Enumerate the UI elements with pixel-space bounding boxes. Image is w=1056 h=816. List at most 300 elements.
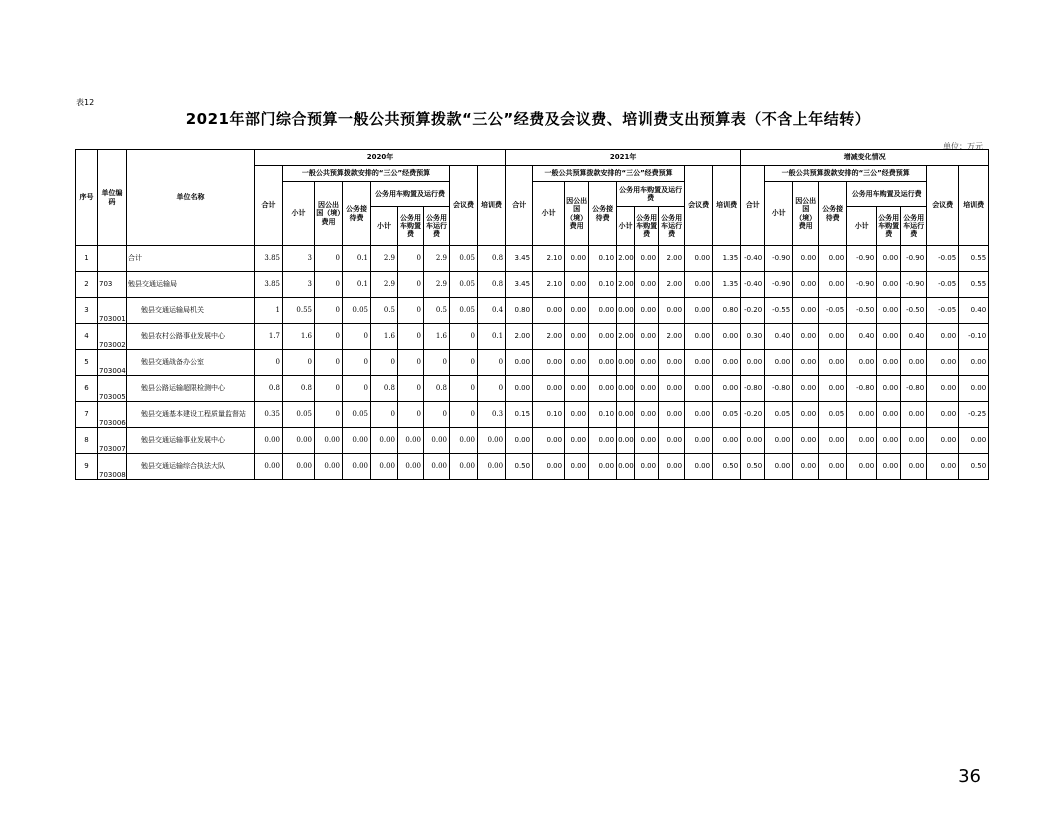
cell-2020-vehicle-purchase: 0 [398,324,424,350]
cell-2021-reception: 0.00 [589,324,617,350]
cell-change-total: 0.00 [741,428,765,454]
cell-change-reception: 0.00 [819,454,847,480]
cell-2020-overseas: 0.00 [315,454,343,480]
cell-2020-meeting: 0 [450,350,478,376]
table-row [76,324,989,350]
cell-2020-meeting: 0.00 [450,454,478,480]
cell-2021-reception: 0.10 [589,246,617,272]
row-code: 703008 [98,454,127,480]
cell-change-vehicle-purchase: 0.00 [877,454,901,480]
row-name: 合计 [127,246,255,272]
cell-change-overseas: 0.00 [793,246,819,272]
header-2021-vehicle-operation: 公务用车运行费 [659,207,685,246]
row-code: 703005 [98,376,127,402]
cell-2021-meeting: 0.00 [685,454,713,480]
cell-2020-vehicle-subtotal: 0 [371,350,398,376]
row-seq: 3 [76,298,98,324]
row-name: 勉县交通运输局机关 [127,298,255,324]
row-seq: 2 [76,272,98,298]
table-row [76,298,989,324]
cell-2021-vehicle-operation: 2.00 [659,324,685,350]
cell-change-vehicle-subtotal: -0.50 [847,298,877,324]
row-code: 703004 [98,350,127,376]
header-2020-reception: 公务接待费 [343,182,371,246]
cell-change-total: -0.40 [741,246,765,272]
header-2021-sangong: 一般公共预算拨款安排的“三公”经费预算 [533,166,685,182]
cell-2020-reception: 0.1 [343,272,371,298]
cell-2021-vehicle-operation: 0.00 [659,428,685,454]
cell-2020-vehicle-subtotal: 2.9 [371,272,398,298]
cell-change-vehicle-operation: 0.00 [901,402,927,428]
cell-change-subtotal: 0.05 [765,402,793,428]
cell-2020-vehicle-subtotal: 0.00 [371,428,398,454]
header-change-reception: 公务接待费 [819,182,847,246]
row-code [98,246,127,272]
header-2021-overseas: 因公出国（境）费用 [565,182,589,246]
header-change-meeting: 会议费 [927,166,959,246]
cell-2020-subtotal: 3 [283,246,315,272]
cell-change-vehicle-purchase: 0.00 [877,298,901,324]
cell-2021-training: 0.50 [713,454,741,480]
table-body [76,246,989,480]
cell-2020-vehicle-operation: 0.00 [424,428,450,454]
cell-2021-vehicle-subtotal: 0.00 [617,402,635,428]
header-2021-total: 合计 [506,166,533,246]
cell-change-reception: 0.05 [819,402,847,428]
cell-change-meeting: -0.05 [927,272,959,298]
cell-2020-reception: 0.00 [343,428,371,454]
cell-2021-subtotal: 2.10 [533,246,565,272]
cell-2020-overseas: 0 [315,350,343,376]
cell-2021-training: 0.00 [713,428,741,454]
cell-2021-vehicle-subtotal: 0.00 [617,428,635,454]
cell-change-overseas: 0.00 [793,454,819,480]
cell-2021-training: 1.35 [713,246,741,272]
cell-change-training: -0.10 [959,324,989,350]
row-name: 勉县公路运输超限检测中心 [127,376,255,402]
row-name: 勉县交通运输事业发展中心 [127,428,255,454]
cell-change-overseas: 0.00 [793,376,819,402]
cell-change-vehicle-purchase: 0.00 [877,402,901,428]
row-code: 703001 [98,298,127,324]
cell-change-meeting: 0.00 [927,324,959,350]
cell-2021-overseas: 0.00 [565,350,589,376]
cell-change-training: 0.40 [959,298,989,324]
header-2020-meeting: 会议费 [450,166,478,246]
header-2021-vehicle-subtotal: 小计 [617,207,635,246]
header-2021: 2021年 [506,150,741,166]
cell-2021-subtotal: 0.00 [533,454,565,480]
header-change-overseas: 因公出国（境）费用 [793,182,819,246]
cell-2020-vehicle-operation: 2.9 [424,246,450,272]
header-name: 单位名称 [127,150,255,246]
cell-2020-vehicle-operation: 0.00 [424,454,450,480]
cell-2020-training: 0.4 [478,298,506,324]
cell-2021-meeting: 0.00 [685,324,713,350]
cell-2020-subtotal: 0.55 [283,298,315,324]
cell-change-vehicle-purchase: 0.00 [877,350,901,376]
cell-2020-vehicle-subtotal: 0.00 [371,454,398,480]
cell-2020-vehicle-operation: 0.5 [424,298,450,324]
cell-change-vehicle-purchase: 0.00 [877,376,901,402]
cell-2020-vehicle-subtotal: 0.8 [371,376,398,402]
cell-change-training: 0.00 [959,428,989,454]
cell-2021-vehicle-purchase: 0.00 [635,350,659,376]
cell-change-reception: -0.05 [819,298,847,324]
cell-2021-reception: 0.00 [589,428,617,454]
header-2020-sangong: 一般公共预算拨款安排的“三公”经费预算 [283,166,450,182]
table-number: 表12 [76,98,95,107]
cell-change-overseas: 0.00 [793,324,819,350]
cell-change-vehicle-operation: -0.80 [901,376,927,402]
cell-2020-vehicle-purchase: 0.00 [398,428,424,454]
cell-2021-total: 2.00 [506,324,533,350]
cell-2020-reception: 0 [343,376,371,402]
header-2020-vehicle-purchase: 公务用车购置费 [398,207,424,246]
cell-change-vehicle-purchase: 0.00 [877,428,901,454]
cell-change-vehicle-operation: 0.00 [901,454,927,480]
cell-2020-meeting: 0.05 [450,272,478,298]
cell-2020-meeting: 0.05 [450,298,478,324]
table-row [76,246,989,272]
cell-change-overseas: 0.00 [793,350,819,376]
cell-2021-subtotal: 0.00 [533,376,565,402]
cell-2020-vehicle-purchase: 0 [398,376,424,402]
cell-2020-total: 0.00 [255,454,283,480]
cell-2020-meeting: 0 [450,402,478,428]
cell-change-meeting: 0.00 [927,428,959,454]
cell-2021-total: 3.45 [506,272,533,298]
cell-2021-total: 0.00 [506,376,533,402]
cell-2020-subtotal: 0 [283,350,315,376]
cell-change-total: 0.50 [741,454,765,480]
header-2021-vehicle: 公务用车购置及运行费 [617,182,685,207]
cell-change-subtotal: -0.55 [765,298,793,324]
cell-change-subtotal: 0.00 [765,428,793,454]
cell-change-vehicle-subtotal: 0.00 [847,428,877,454]
cell-2021-overseas: 0.00 [565,246,589,272]
cell-2020-total: 3.85 [255,246,283,272]
header-2020-vehicle-subtotal: 小计 [371,207,398,246]
cell-2021-subtotal: 2.10 [533,272,565,298]
cell-2020-subtotal: 0.05 [283,402,315,428]
cell-2020-vehicle-operation: 1.6 [424,324,450,350]
cell-2021-overseas: 0.00 [565,298,589,324]
table-row [76,272,989,298]
header-2020-vehicle-operation: 公务用车运行费 [424,207,450,246]
cell-change-subtotal: -0.90 [765,246,793,272]
cell-2021-vehicle-operation: 0.00 [659,376,685,402]
page-number: 36 [958,766,981,787]
row-name: 勉县农村公路事业发展中心 [127,324,255,350]
cell-2021-vehicle-operation: 0.00 [659,402,685,428]
cell-2021-vehicle-purchase: 0.00 [635,402,659,428]
row-code: 703002 [98,324,127,350]
cell-2021-reception: 0.10 [589,272,617,298]
cell-2021-vehicle-purchase: 0.00 [635,454,659,480]
row-seq: 7 [76,402,98,428]
table-row [76,376,989,402]
cell-2021-training: 0.00 [713,324,741,350]
row-seq: 5 [76,350,98,376]
cell-2020-vehicle-purchase: 0.00 [398,454,424,480]
header-change: 增减变化情况 [741,150,989,166]
cell-2021-reception: 0.00 [589,376,617,402]
row-seq: 1 [76,246,98,272]
cell-change-overseas: 0.00 [793,272,819,298]
row-seq: 6 [76,376,98,402]
cell-2020-reception: 0.00 [343,454,371,480]
cell-2021-meeting: 0.00 [685,246,713,272]
cell-2020-training: 0.8 [478,246,506,272]
cell-change-meeting: 0.00 [927,402,959,428]
cell-2020-vehicle-subtotal: 0 [371,402,398,428]
header-row-years [76,150,989,166]
cell-change-subtotal: -0.90 [765,272,793,298]
cell-2021-vehicle-subtotal: 2.00 [617,324,635,350]
cell-2020-vehicle-purchase: 0 [398,298,424,324]
cell-2021-overseas: 0.00 [565,402,589,428]
cell-change-meeting: -0.05 [927,298,959,324]
header-2020-overseas: 因公出国（境）费用 [315,182,343,246]
row-name: 勉县交通战备办公室 [127,350,255,376]
cell-change-total: -0.80 [741,376,765,402]
cell-2020-vehicle-operation: 2.9 [424,272,450,298]
cell-2021-meeting: 0.00 [685,376,713,402]
cell-change-training: 0.00 [959,350,989,376]
header-change-vehicle-subtotal: 小计 [847,207,877,246]
row-name: 勉县交通运输局 [127,272,255,298]
cell-2021-reception: 0.00 [589,298,617,324]
row-name: 勉县交通基本建设工程质量监督站 [127,402,255,428]
cell-change-reception: 0.00 [819,376,847,402]
cell-2021-meeting: 0.00 [685,350,713,376]
header-code: 单位编码 [98,150,127,246]
cell-2021-overseas: 0.00 [565,454,589,480]
cell-2020-overseas: 0.00 [315,428,343,454]
cell-2020-training: 0.1 [478,324,506,350]
cell-change-training: -0.25 [959,402,989,428]
cell-change-vehicle-subtotal: 0.40 [847,324,877,350]
table-row [76,428,989,454]
cell-2021-vehicle-purchase: 0.00 [635,428,659,454]
cell-change-total: -0.20 [741,402,765,428]
cell-2020-training: 0.00 [478,428,506,454]
cell-2021-vehicle-operation: 0.00 [659,298,685,324]
cell-change-vehicle-subtotal: -0.80 [847,376,877,402]
table-row [76,350,989,376]
cell-2020-training: 0.3 [478,402,506,428]
cell-change-overseas: 0.00 [793,298,819,324]
cell-change-total: -0.20 [741,298,765,324]
cell-2021-vehicle-operation: 2.00 [659,246,685,272]
cell-change-meeting: 0.00 [927,376,959,402]
cell-change-meeting: 0.00 [927,454,959,480]
cell-2021-total: 0.00 [506,350,533,376]
cell-2021-vehicle-subtotal: 0.00 [617,454,635,480]
header-change-vehicle-purchase: 公务用车购置费 [877,207,901,246]
cell-change-reception: 0.00 [819,272,847,298]
header-change-vehicle-operation: 公务用车运行费 [901,207,927,246]
cell-2021-subtotal: 0.00 [533,428,565,454]
cell-change-overseas: 0.00 [793,428,819,454]
header-change-training: 培训费 [959,166,989,246]
header-2021-training: 培训费 [713,166,741,246]
cell-2020-meeting: 0.05 [450,246,478,272]
cell-2020-reception: 0.1 [343,246,371,272]
row-seq: 4 [76,324,98,350]
header-2021-subtotal: 小计 [533,182,565,246]
cell-2021-total: 0.15 [506,402,533,428]
cell-change-vehicle-operation: 0.00 [901,428,927,454]
cell-2020-overseas: 0 [315,272,343,298]
page-title: 2021年部门综合预算一般公共预算拨款“三公”经费及会议费、培训费支出预算表（不含上年结转） [185,110,871,128]
header-seq: 序号 [76,150,98,246]
cell-2021-overseas: 0.00 [565,428,589,454]
header-2021-vehicle-purchase: 公务用车购置费 [635,207,659,246]
cell-change-vehicle-purchase: 0.00 [877,324,901,350]
row-code: 703007 [98,428,127,454]
cell-2020-meeting: 0 [450,324,478,350]
cell-2020-training: 0 [478,350,506,376]
cell-2021-training: 0.80 [713,298,741,324]
cell-change-vehicle-operation: -0.90 [901,272,927,298]
header-change-subtotal: 小计 [765,182,793,246]
cell-2021-vehicle-purchase: 0.00 [635,272,659,298]
cell-change-vehicle-subtotal: -0.90 [847,272,877,298]
cell-change-reception: 0.00 [819,428,847,454]
cell-change-overseas: 0.00 [793,402,819,428]
cell-2020-reception: 0.05 [343,298,371,324]
cell-change-reception: 0.00 [819,246,847,272]
cell-2020-vehicle-operation: 0.8 [424,376,450,402]
cell-change-total: 0.30 [741,324,765,350]
cell-2020-meeting: 0 [450,376,478,402]
cell-change-total: -0.40 [741,272,765,298]
cell-2021-vehicle-purchase: 0.00 [635,298,659,324]
table-row [76,402,989,428]
cell-2020-vehicle-purchase: 0 [398,272,424,298]
cell-2021-vehicle-subtotal: 0.00 [617,298,635,324]
cell-2020-reception: 0 [343,324,371,350]
cell-change-vehicle-operation: 0.00 [901,350,927,376]
cell-2021-reception: 0.00 [589,454,617,480]
cell-2020-vehicle-purchase: 0 [398,402,424,428]
budget-table [75,149,989,480]
cell-2020-vehicle-purchase: 0 [398,350,424,376]
cell-2021-training: 0.00 [713,350,741,376]
cell-2021-vehicle-subtotal: 0.00 [617,350,635,376]
cell-2020-vehicle-operation: 0 [424,350,450,376]
cell-2020-total: 1 [255,298,283,324]
cell-2020-subtotal: 0.8 [283,376,315,402]
cell-2020-vehicle-purchase: 0 [398,246,424,272]
cell-2021-training: 1.35 [713,272,741,298]
cell-change-vehicle-subtotal: 0.00 [847,454,877,480]
cell-2021-training: 0.05 [713,402,741,428]
cell-2021-subtotal: 0.10 [533,402,565,428]
cell-2020-overseas: 0 [315,402,343,428]
cell-2020-total: 0.35 [255,402,283,428]
cell-2020-overseas: 0 [315,298,343,324]
cell-change-vehicle-purchase: 0.00 [877,272,901,298]
header-2021-reception: 公务接待费 [589,182,617,246]
cell-2021-overseas: 0.00 [565,272,589,298]
cell-2021-meeting: 0.00 [685,298,713,324]
cell-2020-overseas: 0 [315,376,343,402]
header-change-sangong: 一般公共预算拨款安排的“三公”经费预算 [765,166,927,182]
cell-change-reception: 0.00 [819,350,847,376]
row-name: 勉县交通运输综合执法大队 [127,454,255,480]
cell-2021-vehicle-subtotal: 0.00 [617,376,635,402]
cell-2021-meeting: 0.00 [685,272,713,298]
cell-change-subtotal: -0.80 [765,376,793,402]
cell-2021-vehicle-purchase: 0.00 [635,324,659,350]
cell-2021-subtotal: 0.00 [533,350,565,376]
cell-change-meeting: 0.00 [927,350,959,376]
cell-2021-reception: 0.00 [589,350,617,376]
cell-change-training: 0.00 [959,376,989,402]
header-2020-subtotal: 小计 [283,182,315,246]
cell-2020-reception: 0 [343,350,371,376]
cell-2020-vehicle-subtotal: 1.6 [371,324,398,350]
cell-2021-total: 3.45 [506,246,533,272]
cell-change-vehicle-subtotal: -0.90 [847,246,877,272]
cell-2020-meeting: 0.00 [450,428,478,454]
cell-2021-vehicle-subtotal: 2.00 [617,272,635,298]
cell-2021-subtotal: 0.00 [533,298,565,324]
row-code: 703006 [98,402,127,428]
cell-2020-vehicle-operation: 0 [424,402,450,428]
cell-2021-total: 0.50 [506,454,533,480]
header-2020-vehicle: 公务用车购置及运行费 [371,182,450,207]
cell-2021-vehicle-operation: 0.00 [659,454,685,480]
cell-2020-subtotal: 3 [283,272,315,298]
cell-2020-subtotal: 0.00 [283,454,315,480]
cell-2021-vehicle-purchase: 0.00 [635,376,659,402]
cell-2021-vehicle-subtotal: 2.00 [617,246,635,272]
cell-change-vehicle-subtotal: 0.00 [847,402,877,428]
cell-2021-vehicle-operation: 0.00 [659,350,685,376]
cell-2020-subtotal: 1.6 [283,324,315,350]
table-row [76,454,989,480]
cell-2020-vehicle-subtotal: 2.9 [371,246,398,272]
cell-2020-total: 1.7 [255,324,283,350]
cell-change-vehicle-operation: 0.40 [901,324,927,350]
row-seq: 9 [76,454,98,480]
cell-2020-total: 0.8 [255,376,283,402]
cell-2021-total: 0.00 [506,428,533,454]
cell-2021-overseas: 0.00 [565,324,589,350]
row-code: 703 [98,272,127,298]
header-2020-training: 培训费 [478,166,506,246]
cell-change-training: 0.50 [959,454,989,480]
header-change-total: 合计 [741,166,765,246]
cell-2020-reception: 0.05 [343,402,371,428]
cell-2021-total: 0.80 [506,298,533,324]
cell-2020-training: 0.00 [478,454,506,480]
cell-change-vehicle-purchase: 0.00 [877,246,901,272]
cell-2021-meeting: 0.00 [685,428,713,454]
header-2020-total: 合计 [255,166,283,246]
cell-2020-training: 0 [478,376,506,402]
cell-2021-subtotal: 2.00 [533,324,565,350]
cell-2020-total: 0.00 [255,428,283,454]
cell-change-training: 0.55 [959,272,989,298]
unit-label: 单位：万元 [943,142,983,151]
cell-2021-meeting: 0.00 [685,402,713,428]
cell-2021-vehicle-purchase: 0.00 [635,246,659,272]
